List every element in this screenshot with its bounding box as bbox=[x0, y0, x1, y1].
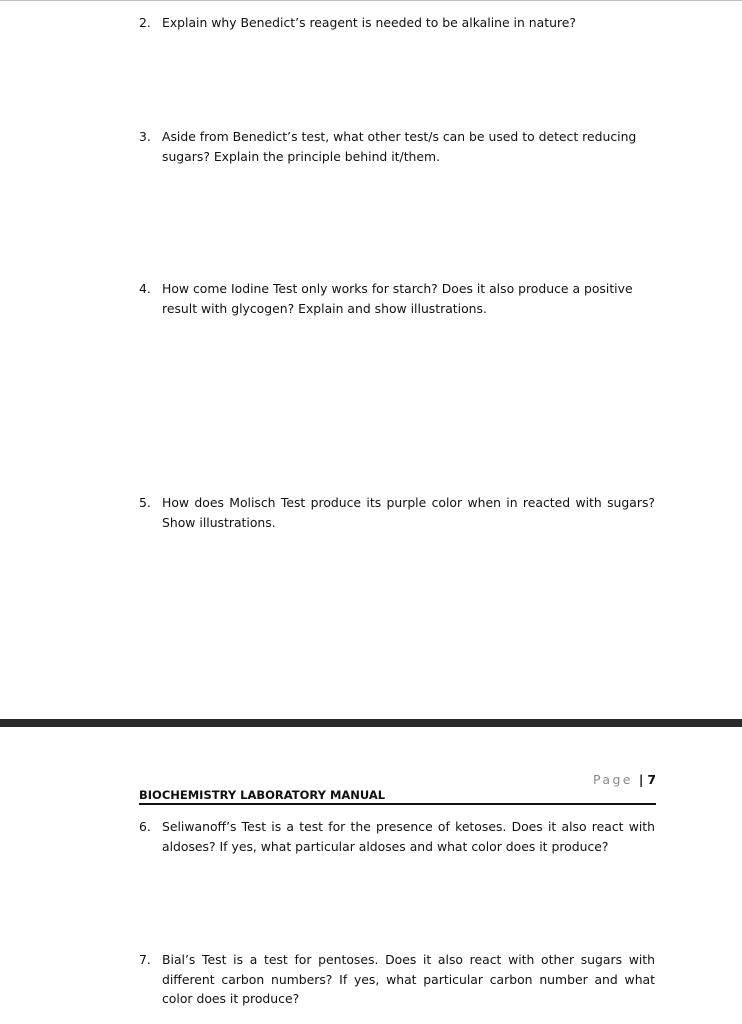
page-break-bar bbox=[0, 719, 742, 727]
page-separator: | bbox=[638, 772, 644, 787]
question-number: 2. bbox=[139, 15, 151, 30]
page-number bbox=[560, 772, 656, 788]
question-7 bbox=[139, 950, 655, 1009]
manual-title: BIOCHEMISTRY LABORATORY MANUAL bbox=[139, 788, 386, 802]
page-number-value: 7 bbox=[647, 772, 656, 787]
question-number: 4. bbox=[139, 281, 151, 296]
question-text: How does Molisch Test produce its purple color when in reacted with sugars? Show illustrations. bbox=[162, 495, 655, 530]
question-number: 3. bbox=[139, 129, 151, 144]
question-number: 7. bbox=[139, 952, 151, 967]
page-label: Page bbox=[592, 772, 633, 787]
question-text: Aside from Benedict’s test, what other test/s can be used to detect reducing sugars? Explain the principle behind it/them. bbox=[162, 129, 637, 164]
question-text: Bial’s Test is a test for pentoses. Does it also react with other sugars with different carbon numbers? If yes, what particular carbon number and what color does it produce? bbox=[162, 952, 655, 1006]
top-border-line bbox=[0, 0, 742, 1]
question-number: 5. bbox=[139, 495, 151, 510]
header-underline bbox=[139, 803, 656, 805]
question-text: Seliwanoff’s Test is a test for the presence of ketoses. Does it also react with aldoses? If yes, what particular aldoses and what color does it produce? bbox=[162, 819, 655, 854]
question-6 bbox=[139, 817, 655, 856]
question-text: Explain why Benedict’s reagent is needed to be alkaline in nature? bbox=[162, 15, 576, 30]
question-text: How come Iodine Test only works for starch? Does it also produce a positive result with glycogen? Explain and show illustrations. bbox=[162, 281, 633, 316]
question-3 bbox=[139, 127, 655, 166]
question-number: 6. bbox=[139, 819, 151, 834]
question-2 bbox=[139, 13, 655, 33]
question-5 bbox=[139, 493, 655, 532]
question-4 bbox=[139, 279, 655, 318]
